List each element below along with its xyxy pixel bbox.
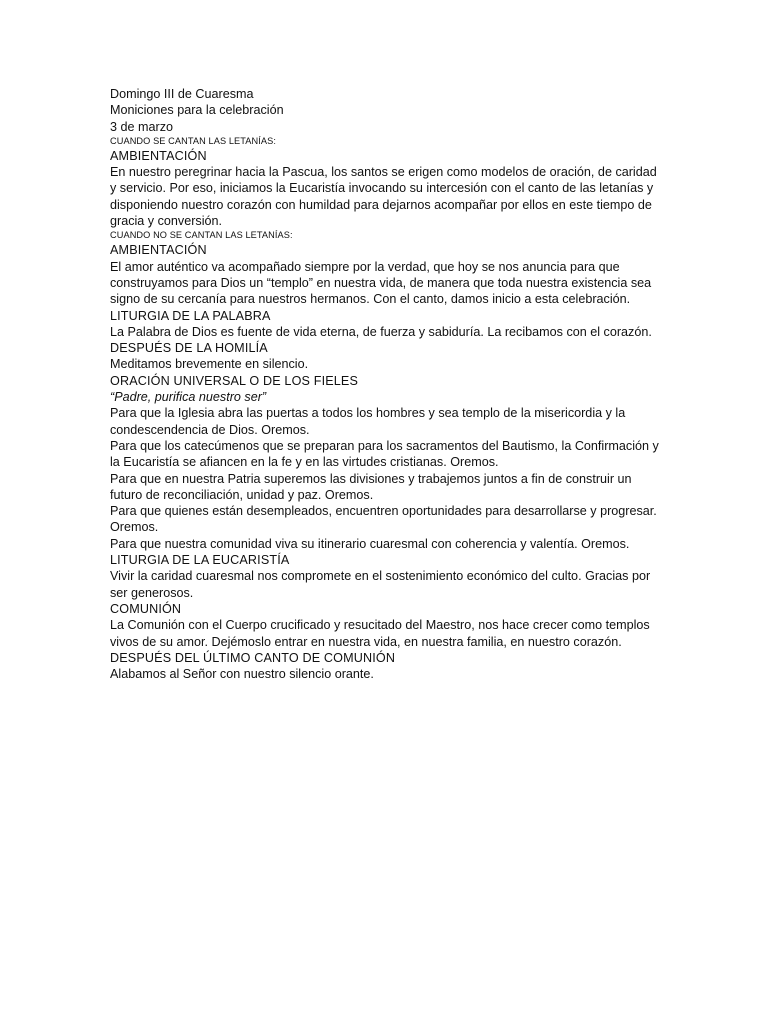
heading-homilia: DESPUÉS DE LA HOMILÍA — [110, 341, 268, 356]
document-date: 3 de marzo — [110, 119, 173, 134]
document-subtitle: Moniciones para la celebración — [110, 103, 284, 118]
heading-oracion-universal: ORACIÓN UNIVERSAL O DE LOS FIELES — [110, 373, 359, 388]
despues-comunion-text: Alabamos al Señor con nuestro silencio orante. — [110, 667, 374, 682]
note-letanias-cantan: CUANDO SE CANTAN LAS LETANÍAS: — [110, 135, 277, 146]
heading-liturgia-eucaristia: LITURGIA DE LA EUCARISTÍA — [110, 553, 290, 568]
petition-item: Para que quienes están desempleados, encuentren oportunidades para desarrollarse y progresar. Oremos. — [110, 504, 657, 535]
heading-ambientacion-1: AMBIENTACIÓN — [110, 148, 207, 163]
heading-despues-comunion: DESPUÉS DEL ÚLTIMO CANTO DE COMUNIÓN — [110, 650, 396, 665]
note-letanias-no-cantan: CUANDO NO SE CANTAN LAS LETANÍAS: — [110, 230, 293, 241]
heading-ambientacion-2: AMBIENTACIÓN — [110, 243, 207, 258]
petition-item: Para que la Iglesia abra las puertas a todos los hombres y sea templo de la misericordia y la condescendencia de Dios. Oremos. — [110, 406, 626, 437]
document-title: Domingo III de Cuaresma — [110, 87, 254, 101]
ambientacion-2-text: El amor auténtico va acompañado siempre por la verdad, que hoy se nos anuncia para que construyamos para Dios un “templo” en nuestra vida, de manera que toda nuestra existencia sea signo de su cercanía para nuestros hermanos. Con el canto, damos inicio a esta celebración. — [110, 259, 652, 307]
petition-item: Para que los catecúmenos que se preparan para los sacramentos del Bautismo, la Confirmación y la Eucaristía se afiancen en la fe y en las virtudes cristianas. Oremos. — [110, 438, 659, 470]
liturgia-palabra-text: La Palabra de Dios es fuente de vida eterna, de fuerza y sabiduría. La recibamos con el corazón. — [110, 324, 652, 339]
ambientacion-1-text: En nuestro peregrinar hacia la Pascua, los santos se erigen como modelos de oración, de caridad y servicio. Por eso, iniciamos la Eucaristía invocando su intercesión con el canto de las letanías y disponiendo nuestro corazón con humildad para dejarnos acompañar por ellos en este tiempo de gracia y conversión. — [110, 165, 657, 229]
liturgia-eucaristia-text: Vivir la caridad cuaresmal nos compromete en el sostenimiento económico del culto. Gracias por ser generosos. — [110, 569, 651, 600]
heading-liturgia-palabra: LITURGIA DE LA PALABRA — [110, 308, 271, 323]
petition-item: Para que nuestra comunidad viva su itinerario cuaresmal con coherencia y valentía. Oremos. — [110, 536, 630, 551]
homilia-text: Meditamos brevemente en silencio. — [110, 357, 309, 372]
document-page — [110, 86, 662, 682]
oracion-response: “Padre, purifica nuestro ser” — [110, 390, 267, 405]
comunion-text: La Comunión con el Cuerpo crucificado y resucitado del Maestro, nos hace crecer como templos vivos de su amor. Dejémoslo entrar en nuestra vida, en nuestra familia, en nuestro corazón. — [110, 618, 650, 649]
petition-item: Para que en nuestra Patria superemos las divisiones y trabajemos juntos a fin de construir un futuro de reconciliación, unidad y paz. Oremos. — [110, 471, 632, 502]
heading-comunion: COMUNIÓN — [110, 601, 182, 616]
